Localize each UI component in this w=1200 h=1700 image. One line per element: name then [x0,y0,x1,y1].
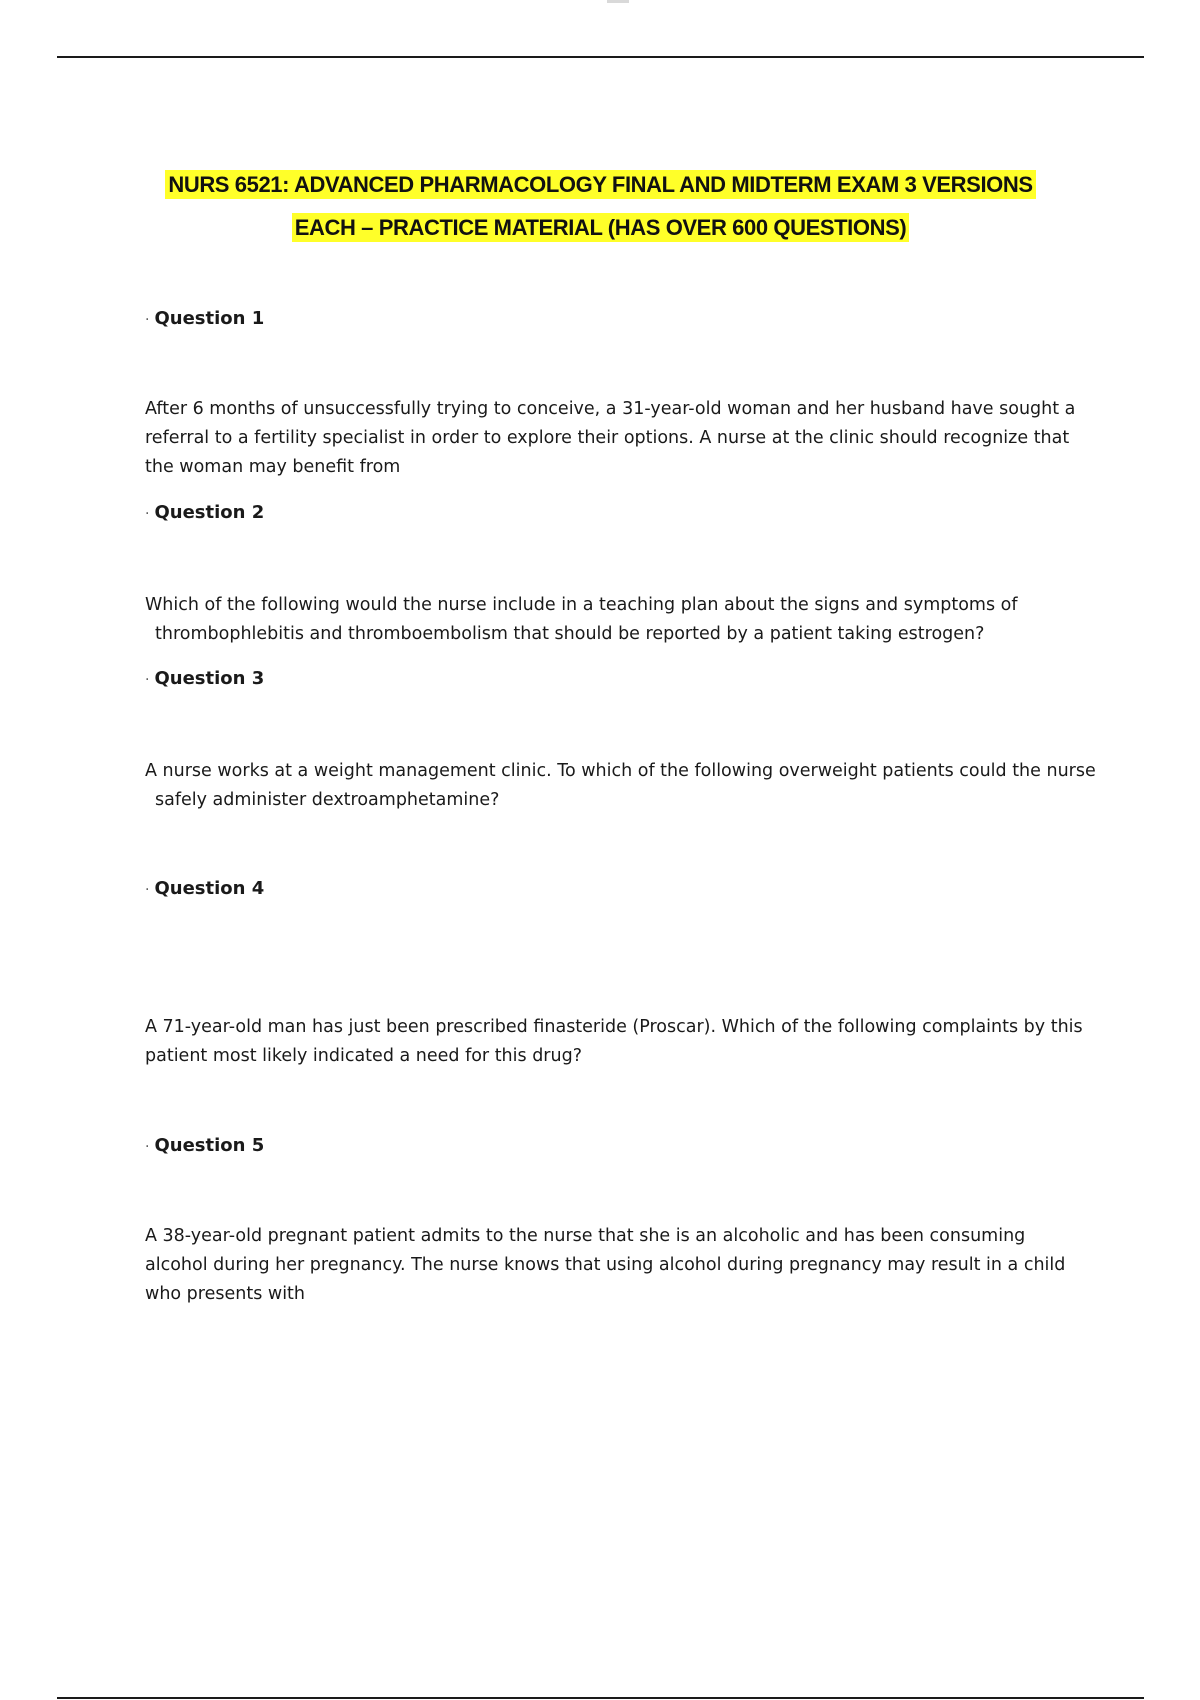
question-4-label: Question 4 [154,878,265,899]
page-top-tab [607,0,629,3]
footer-rule [57,1697,1144,1699]
question-1-text: After 6 months of unsuccessfully trying to conceive, a 31-year-old woman and her husband have sought a referral to a fertility specialist in order to explore their options. A nurse at the clinic should recognize that the woman may benefit from [145,399,1076,477]
question-3-label: Question 3 [154,668,265,689]
bullet: · [145,882,150,898]
document-title [57,163,1144,249]
header-rule [57,56,1144,58]
question-5-label: Question 5 [154,1135,265,1156]
question-2-heading [145,502,264,523]
question-3-heading [145,668,264,689]
bullet: · [145,506,150,522]
bullet: · [145,672,150,688]
question-3-text: A nurse works at a weight management clinic. To which of the following overweight patients could the nurse safely administer dextroamphetamine? [145,761,1096,810]
question-1-heading [145,308,264,329]
question-2-text: Which of the following would the nurse include in a teaching plan about the signs and symptoms of thrombophlebitis and thromboembolism that should be reported by a patient taking estrogen? [145,595,1018,644]
bullet: · [145,1139,150,1155]
title-line-2: EACH – PRACTICE MATERIAL (HAS OVER 600 QUESTIONS) [292,213,910,242]
question-1-label: Question 1 [154,308,265,329]
question-5-heading [145,1135,264,1156]
question-4-text: A 71-year-old man has just been prescribed finasteride (Proscar). Which of the following complaints by this patient most likely indicated a need for this drug? [145,1017,1083,1066]
question-4-heading [145,878,264,899]
question-2-label: Question 2 [154,502,265,523]
bullet: · [145,312,150,328]
question-5-text: A 38-year-old pregnant patient admits to the nurse that she is an alcoholic and has been consuming alcohol during her pregnancy. The nurse knows that using alcohol during pregnancy may result in a child who presents with [145,1226,1066,1304]
title-line-1: NURS 6521: ADVANCED PHARMACOLOGY FINAL AND MIDTERM EXAM 3 VERSIONS [165,170,1035,199]
